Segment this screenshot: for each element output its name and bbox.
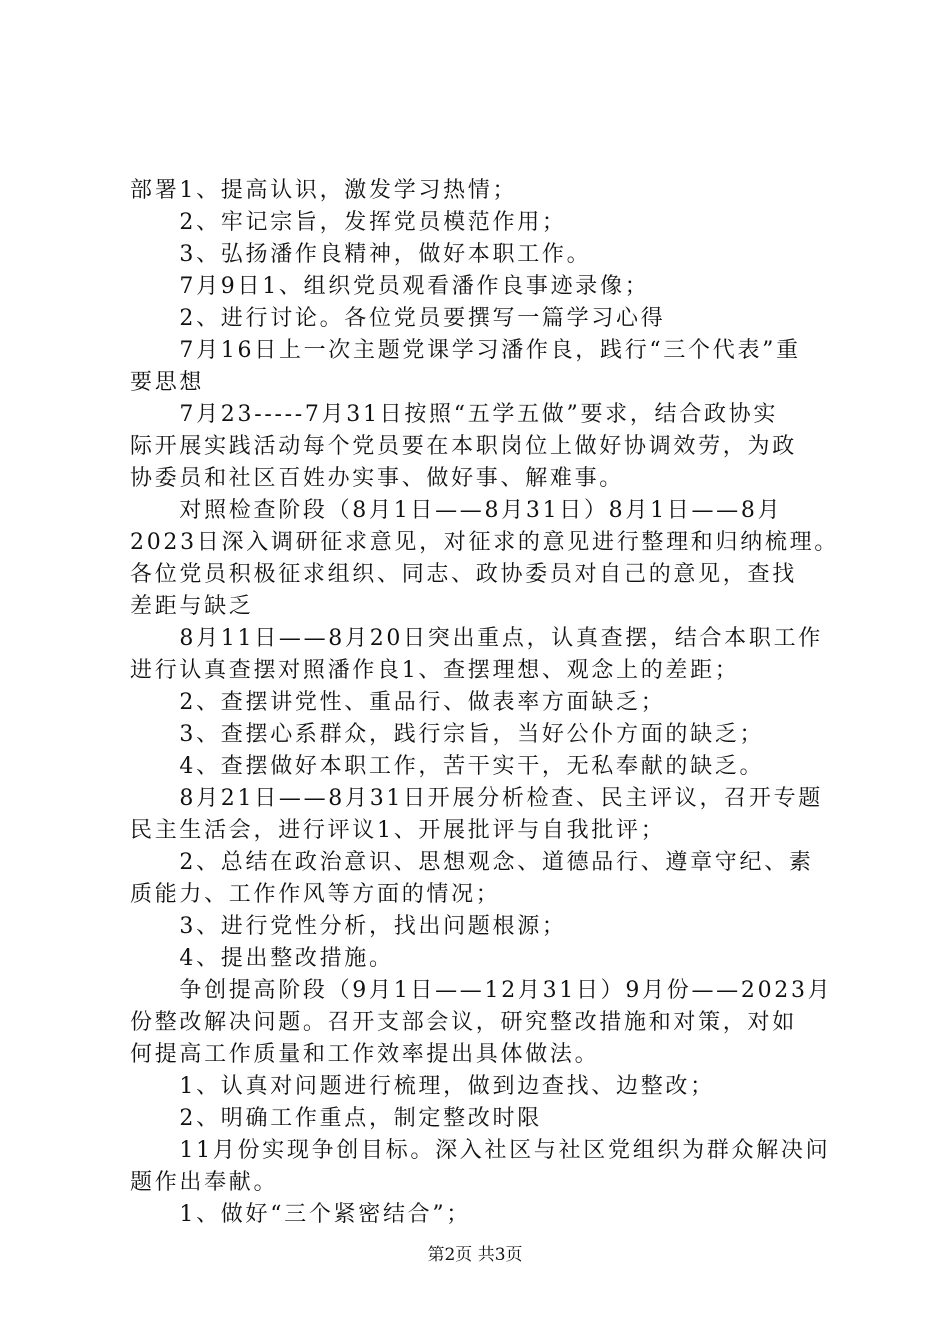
text-line: 差距与缺乏	[130, 594, 254, 619]
text-line: 题作出奉献。	[130, 1170, 279, 1195]
text-line: 1、认真对问题进行梳理，做到边查找、边整改；	[130, 1074, 715, 1099]
text-line: 2、总结在政治意识、思想观念、道德品行、遵章守纪、素	[130, 850, 814, 875]
text-line: 协委员和社区百姓办实事、做好事、解难事。	[130, 466, 625, 491]
text-line: 7月9日1、组织党员观看潘作良事迹录像；	[130, 274, 650, 299]
text-line: 各位党员积极征求组织、同志、政协委员对自己的意见，查找	[130, 562, 797, 587]
text-line: 何提高工作质量和工作效率提出具体做法。	[130, 1042, 600, 1067]
text-line: 1、做好“三个紧密结合”；	[130, 1202, 471, 1227]
text-line: 2、明确工作重点，制定整改时限	[130, 1106, 542, 1131]
text-line: 4、提出整改措施。	[130, 946, 394, 971]
text-line: 2、牢记宗旨，发挥党员模范作用；	[130, 210, 567, 235]
text-line: 3、进行党性分析，找出问题根源；	[130, 914, 567, 939]
text-line: 8月11日——8月20日突出重点，认真查摆，结合本职工作	[130, 626, 823, 651]
text-line: 份整改解决问题。召开支部会议，研究整改措施和对策，对如	[130, 1010, 797, 1035]
text-line: 8月21日——8月31日开展分析检查、民主评议，召开专题	[130, 786, 823, 811]
text-line: 际开展实践活动每个党员要在本职岗位上做好协调效劳，为政	[130, 434, 797, 459]
text-line: 3、查摆心系群众，践行宗旨，当好公仆方面的缺乏；	[130, 722, 765, 747]
text-line: 4、查摆做好本职工作，苦干实干，无私奉献的缺乏。	[130, 754, 765, 779]
text-line: 2、查摆讲党性、重品行、做表率方面缺乏；	[130, 690, 666, 715]
text-line: 部署1、提高认识，激发学习热情；	[130, 178, 518, 203]
text-line: 7月16日上一次主题党课学习潘作良，践行“三个代表”重	[130, 338, 801, 363]
text-line: 3、弘扬潘作良精神，做好本职工作。	[130, 242, 592, 267]
text-line: 2、进行讨论。各位党员要撰写一篇学习心得	[130, 306, 666, 331]
text-line: 对照检查阶段（8月1日——8月31日）8月1日——8月	[130, 498, 783, 523]
text-line: 11月份实现争创目标。深入社区与社区党组织为群众解决问	[130, 1138, 831, 1163]
text-line: 2023日深入调研征求意见，对征求的意见进行整理和归纳梳理。	[130, 530, 839, 555]
page-number-footer: 第2页 共3页	[427, 1245, 523, 1265]
text-line: 民主生活会，进行评议1、开展批评与自我批评；	[130, 818, 666, 843]
text-line: 进行认真查摆对照潘作良1、查摆理想、观念上的差距；	[130, 658, 740, 683]
text-line: 要思想	[130, 370, 205, 395]
text-line: 7月23-----7月31日按照“五学五做”要求，结合政协实	[130, 402, 779, 427]
text-line: 质能力、工作作风等方面的情况；	[130, 882, 501, 907]
text-line: 争创提高阶段（9月1日——12月31日）9月份——2023月	[130, 978, 833, 1003]
